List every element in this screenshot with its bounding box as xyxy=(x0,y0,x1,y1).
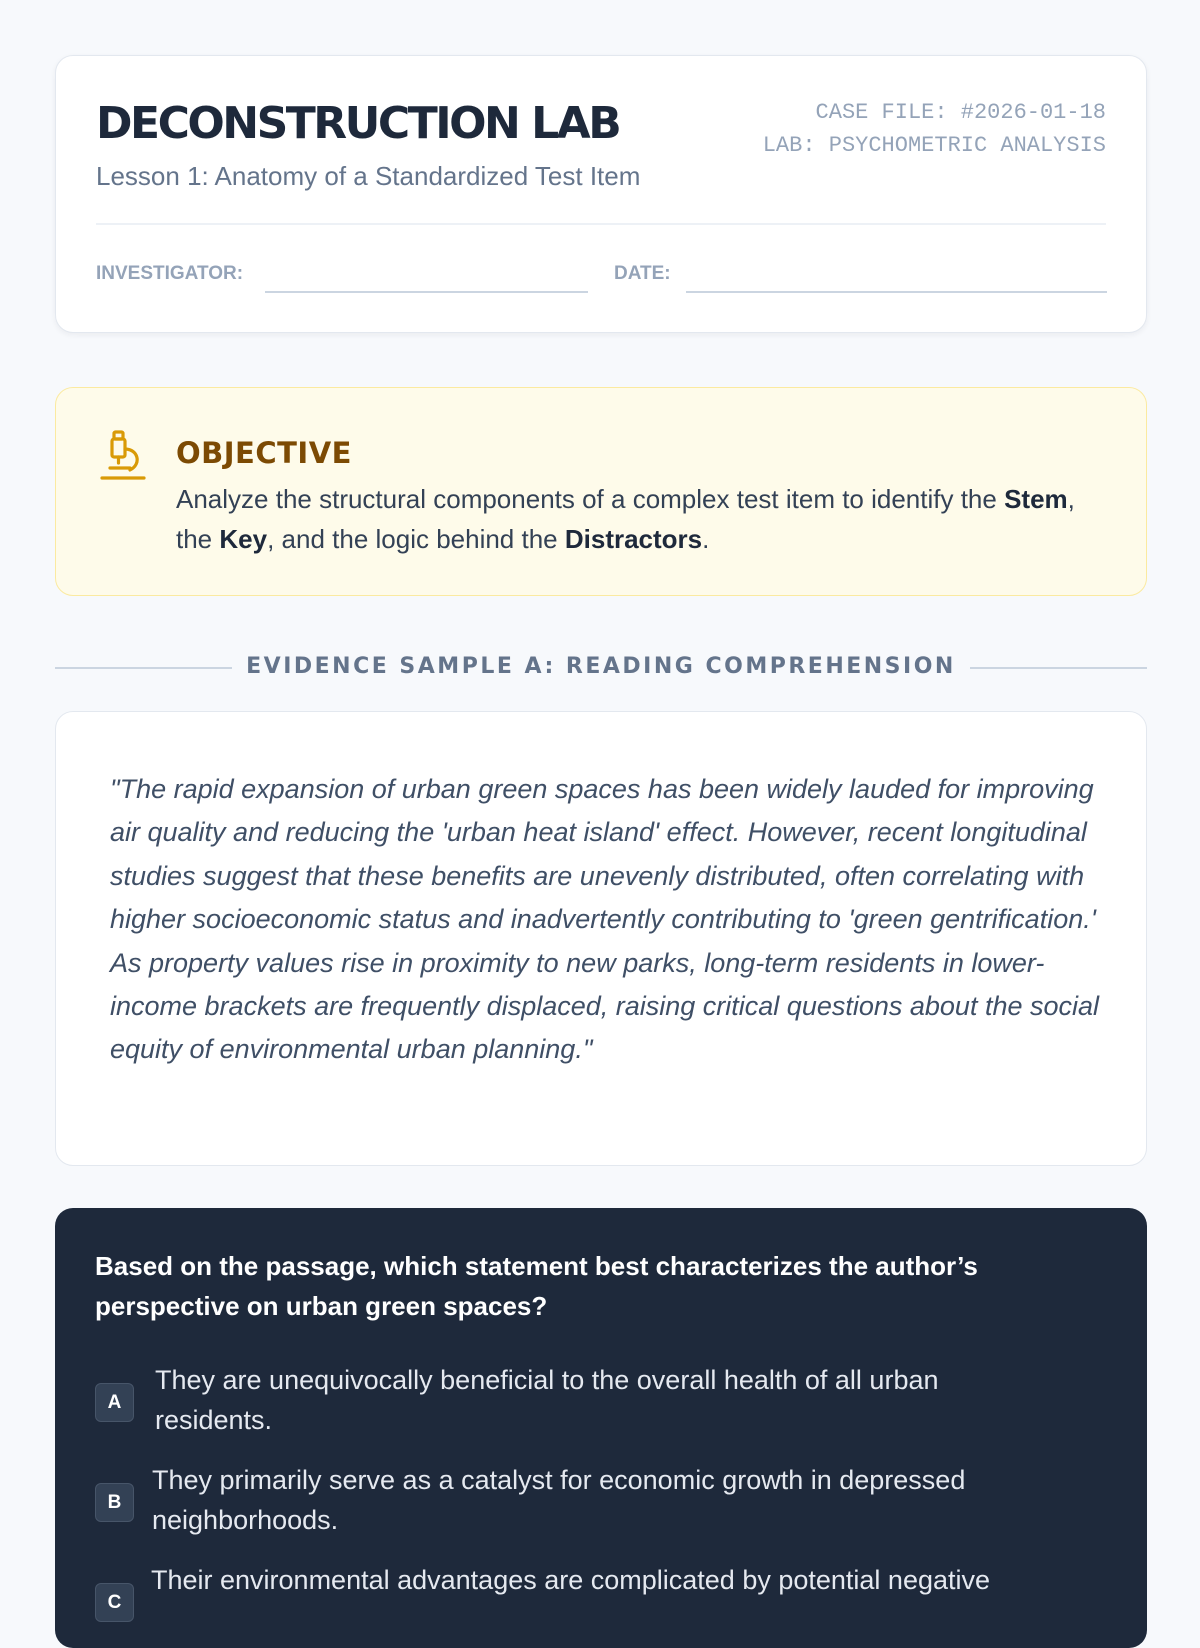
date-label: DATE: xyxy=(614,263,671,284)
choice-letter-badge: B xyxy=(95,1483,134,1522)
page-title: DECONSTRUCTION LAB xyxy=(96,98,620,149)
question-card xyxy=(55,1208,1147,1648)
lab-name: LAB: PSYCHOMETRIC ANALYSIS xyxy=(762,133,1106,158)
section-divider xyxy=(55,652,1147,682)
microscope-icon xyxy=(100,430,146,482)
case-file-number: CASE FILE: #2026-01-18 xyxy=(815,100,1106,125)
divider-line-right xyxy=(970,667,1147,669)
case-file-meta xyxy=(763,96,1106,162)
date-field[interactable] xyxy=(686,291,1107,293)
lesson-subtitle: Lesson 1: Anatomy of a Standardized Test Item xyxy=(96,161,641,191)
term-key: Key xyxy=(219,524,268,554)
investigator-field[interactable] xyxy=(265,291,588,293)
choice-text: Their environmental advantages are complicated by potential negative xyxy=(151,1565,991,1595)
investigator-label: INVESTIGATOR: xyxy=(96,263,244,284)
choice-letter-badge: A xyxy=(95,1383,134,1422)
objective-title: OBJECTIVE xyxy=(176,436,352,470)
choice-text: They primarily serve as a catalyst for economic growth in depressed neighborhoods. xyxy=(152,1465,966,1535)
objective-text: Analyze the structural components of a complex test item to identify the Stem, the Key, and the logic behind the Distractors. xyxy=(176,484,1075,554)
term-stem: Stem xyxy=(1004,484,1068,514)
header-divider xyxy=(96,223,1106,225)
term-distractors: Distractors xyxy=(564,524,703,554)
question-stem: Based on the passage, which statement best characterizes the author’s perspective on urban green spaces? xyxy=(95,1251,978,1321)
passage-text: "The rapid expansion of urban green spaces has been widely lauded for improving air quality and reducing the 'urban heat island' effect. However, recent longitudinal studies suggest that these benefits are unevenly distributed, often correlating with higher socioeconomic status and inadvertently contributing to 'green gentrification.' As property values rise in proximity to new parks, long-term residents in lower-income brackets are frequently displaced, raising critical questions about the social equity of environmental urban planning." xyxy=(110,774,1100,1065)
lab-header-card xyxy=(55,55,1147,333)
section-title: EVIDENCE SAMPLE A: READING COMPREHENSION xyxy=(246,654,956,679)
choice-text: They are unequivocally beneficial to the overall health of all urban residents. xyxy=(155,1365,939,1435)
objective-callout xyxy=(55,387,1147,596)
choice-letter-badge: C xyxy=(95,1583,134,1622)
passage-card xyxy=(55,711,1147,1166)
